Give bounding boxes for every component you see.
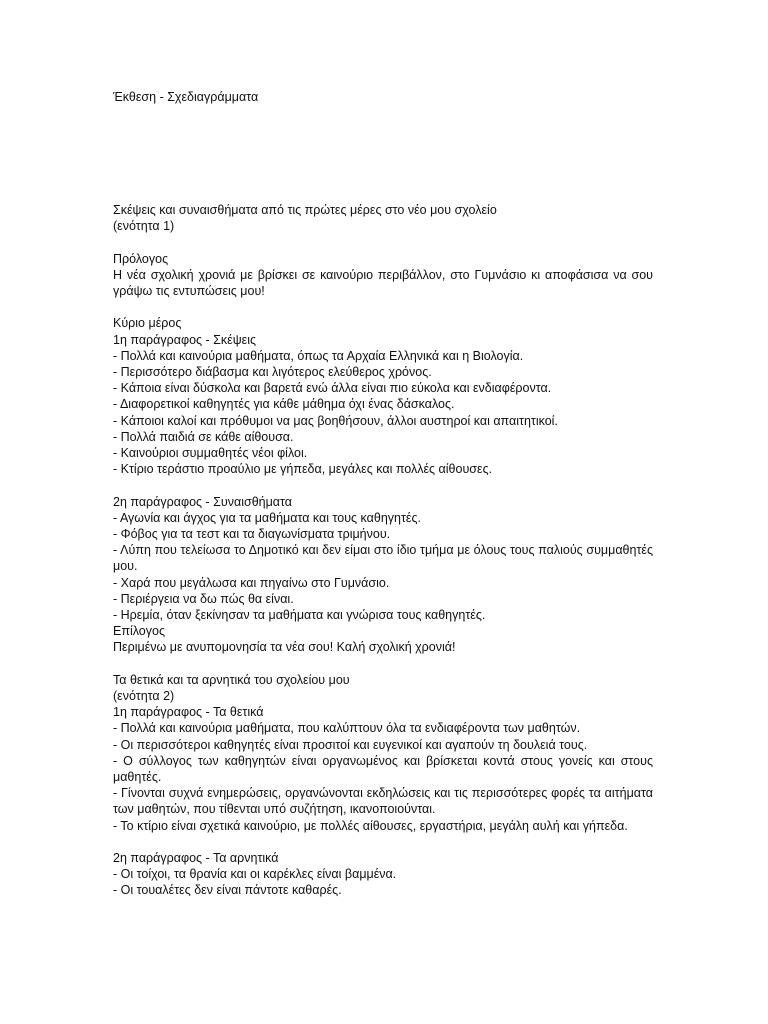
spacer: [113, 299, 653, 315]
list-item: - Πολλά και καινούρια μαθήματα, που καλύπτουν όλα τα ενδιαφέροντα των μαθητών.: [113, 721, 581, 736]
list-item: - Κάποιοι καλοί και πρόθυμοι να μας βοηθήσουν, άλλοι αυστηροί και απαιτητικοί.: [113, 413, 558, 428]
list-item: - Καινούριοι συμμαθητές νέοι φίλοι.: [113, 446, 308, 461]
list-item: - Κάποια είναι δύσκολα και βαρετά ενώ άλλα είναι πιο εύκολα και ενδιαφέροντα.: [113, 381, 552, 396]
essay1-prologue-text: Η νέα σχολική χρονιά με βρίσκει σε καινούριο περιβάλλον, στο Γυμνάσιο κι αποφάσισα να σου γράψω τις εντυπώσεις μου!: [113, 267, 653, 298]
essay1-prologue-heading: Πρόλογος: [113, 251, 169, 266]
list-item: - Πολλά παιδιά σε κάθε αίθουσα.: [113, 429, 294, 444]
list-item: - Διαφορετικοί καθηγητές για κάθε μάθημα όχι ένας δάσκαλος.: [113, 397, 455, 412]
list-item: - Αγωνία και άγχος για τα μαθήματα και τους καθηγητές.: [113, 510, 421, 525]
spacer: [113, 656, 653, 672]
document-body: [113, 202, 653, 899]
list-item: - Φόβος για τα τεστ και τα διαγωνίσματα τριμήνου.: [113, 527, 391, 542]
list-item: - Κτίριο τεράστιο προαύλιο με γήπεδα, μεγάλες και πολλές αίθουσες.: [113, 462, 493, 477]
essay1-title: Σκέψεις και συναισθήματα από τις πρώτες μέρες στο νέο μου σχολείο: [113, 203, 497, 217]
essay2-para1-heading: 1η παράγραφος - Τα θετικά: [113, 705, 264, 720]
list-item: - Το κτίριο είναι σχετικά καινούριο, με πολλές αίθουσες, εργαστήρια, μεγάλη αυλή και γήπεδα.: [113, 818, 628, 833]
document-title: Έκθεση - Σχεδιαγράμματα: [113, 90, 259, 104]
list-item: - Οι τουαλέτες δεν είναι πάντοτε καθαρές.: [113, 883, 342, 898]
list-item: - Ηρεμία, όταν ξεκίνησαν τα μαθήματα και γνώρισα τους καθηγητές.: [113, 608, 486, 623]
essay1-epilogue-text: Περιμένω με ανυπομονησία τα νέα σου! Καλή σχολική χρονιά!: [113, 640, 456, 655]
spacer: [113, 834, 653, 850]
list-item: - Λύπη που τελείωσα το Δημοτικό και δεν είμαι στο ίδιο τμήμα με όλους τους παλιούς συμμαθητές μου.: [113, 543, 653, 574]
spacer: [113, 234, 653, 250]
essay1-para2-heading: 2η παράγραφος - Συναισθήματα: [113, 494, 293, 509]
list-item: - Ο σύλλογος των καθηγητών είναι οργανωμένος και βρίσκεται κοντά στους γονείς και στους μαθητές.: [113, 753, 653, 785]
list-item: - Οι τοίχοι, τα θρανία και οι καρέκλες είναι βαμμένα.: [113, 867, 397, 882]
essay2-para2-heading: 2η παράγραφος - Τα αρνητικά: [113, 851, 279, 866]
essay2-title: Τα θετικά και τα αρνητικά του σχολείου μου: [113, 672, 350, 687]
spacer: [113, 477, 653, 493]
list-item: - Πολλά και καινούρια μαθήματα, όπως τα Αρχαία Ελληνικά και η Βιολογία.: [113, 348, 524, 363]
essay1-main-heading: Κύριο μέρος: [113, 316, 182, 331]
list-item: - Χαρά που μεγάλωσα και πηγαίνω στο Γυμνάσιο.: [113, 575, 390, 590]
essay1-unit: (ενότητα 1): [113, 219, 175, 234]
list-item: - Περιέργεια να δω πώς θα είναι.: [113, 591, 294, 606]
essay1-epilogue-heading: Επίλογος: [113, 624, 165, 639]
essay2-unit: (ενότητα 2): [113, 689, 175, 704]
list-item: - Οι περισσότεροι καθηγητές είναι προσιτοί και ευγενικοί και αγαπούν τη δουλειά τους.: [113, 737, 588, 752]
list-item: - Περισσότερο διάβασμα και λιγότερος ελεύθερος χρόνος.: [113, 365, 432, 379]
list-item: - Γίνονται συχνά ενημερώσεις, οργανώνονται εκδηλώσεις και τις περισσότερες φορές τα αιτήματα των μαθητών, που τίθενται υπό συζήτηση, ικανοποιούνται.: [113, 786, 653, 817]
essay1-para1-heading: 1η παράγραφος - Σκέψεις: [113, 332, 256, 347]
